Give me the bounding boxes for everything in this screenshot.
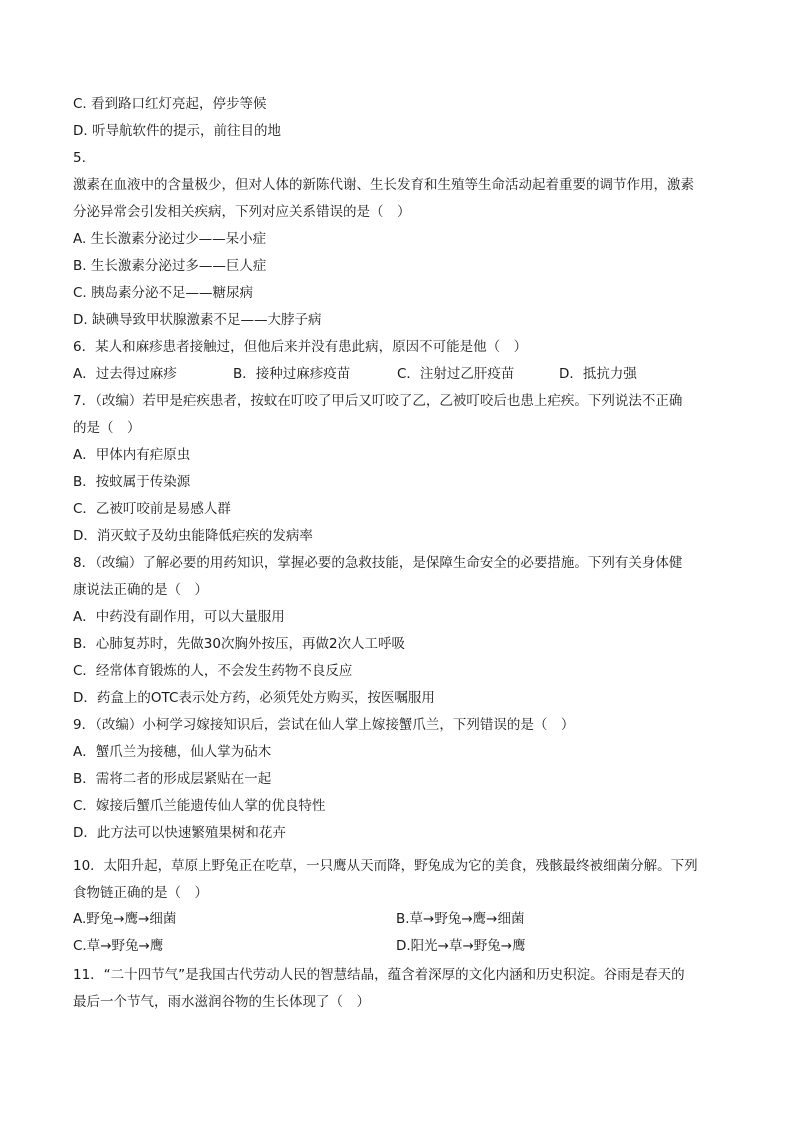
prev-option-d: D. 听导航软件的提示，前往目的地 [73,123,281,139]
q5-option-b: B. 生长激素分泌过多——巨人症 [73,258,267,274]
q9-option-a: A．蟹爪兰为接穗，仙人掌为砧木 [73,744,272,760]
q11-stem-line-1: 11．“二十四节气”是我国古代劳动人民的智慧结晶，蕴含着深厚的文化内涵和历史积淀。谷雨是春天的 [73,967,685,983]
q7-stem-line-1: 7．（改编）若甲是疟疾患者，按蚊在叮咬了甲后又叮咬了乙，乙被叮咬后也患上疟疾。下列说法不正确 [73,393,683,409]
q5-stem-line-1: 激素在血液中的含量极少，但对人体的新陈代谢、生长发育和生殖等生命活动起着重要的调节作用，激素 [73,177,694,193]
q7-stem-line-2: 的是（ ） [73,420,141,436]
q5-option-c: C. 胰岛素分泌不足——糖尿病 [73,285,254,301]
q10-option-b: B.草→野兔→鹰→细菌 [396,911,525,927]
q5-option-d: D. 缺碘导致甲状腺激素不足——大脖子病 [73,312,322,328]
q5-number: 5. [73,150,86,166]
q7-option-c: C．乙被叮咬前是易感人群 [73,501,231,517]
q6-stem: 6．某人和麻疹患者接触过，但他后来并没有患此病，原因不可能是他（ ） [73,339,528,355]
q10-stem-line-2: 食物链正确的是（ ） [73,885,208,901]
q10-option-d: D.阳光→草→野兔→鹰 [396,938,526,954]
q6-option-c: C．注射过乙肝疫苗 [397,366,515,382]
q5-stem-line-2: 分泌异常会引发相关疾病，下列对应关系错误的是（ ） [73,204,411,220]
q6-option-a: A．过去得过麻疹 [73,366,177,382]
q8-option-d: D．药盒上的OTC表示处方药，必须凭处方购买，按医嘱服用 [73,690,435,706]
q6-option-b: B．接种过麻疹疫苗 [233,366,351,382]
q5-option-a: A. 生长激素分泌过少——呆小症 [73,231,267,247]
q8-option-c: C．经常体育锻炼的人，不会发生药物不良反应 [73,663,353,679]
q7-option-d: D．消灭蚊子及幼虫能降低疟疾的发病率 [73,528,313,544]
q11-stem-line-2: 最后一个节气，雨水滋润谷物的生长体现了（ ） [73,994,370,1010]
q8-stem-line-2: 康说法正确的是（ ） [73,582,208,598]
q8-option-b: B．心肺复苏时，先做30次胸外按压，再做2次人工呼吸 [73,636,406,652]
prev-option-c: C. 看到路口红灯亮起，停步等候 [73,96,267,112]
q6-option-d: D．抵抗力强 [559,366,637,382]
q10-option-a: A.野兔→鹰→细菌 [73,911,177,927]
q7-option-a: A．甲体内有疟原虫 [73,447,191,463]
q9-stem: 9．（改编）小柯学习嫁接知识后，尝试在仙人掌上嫁接蟹爪兰，下列错误的是（ ） [73,717,575,733]
q8-stem-line-1: 8．（改编）了解必要的用药知识，掌握必要的急救技能，是保障生命安全的必要措施。下列有关身体健 [73,555,683,571]
q10-stem-line-1: 10．太阳升起，草原上野兔正在吃草，一只鹰从天而降，野兔成为它的美食，残骸最终被细菌分解。下列 [73,858,698,874]
q10-option-c: C.草→野兔→鹰 [73,938,164,954]
q7-option-b: B．按蚊属于传染源 [73,474,191,490]
q8-option-a: A．中药没有副作用，可以大量服用 [73,609,285,625]
q9-option-c: C．嫁接后蟹爪兰能遗传仙人掌的优良特性 [73,798,326,814]
q9-option-d: D．此方法可以快速繁殖果树和花卉 [73,825,286,841]
q9-option-b: B．需将二者的形成层紧贴在一起 [73,771,272,787]
